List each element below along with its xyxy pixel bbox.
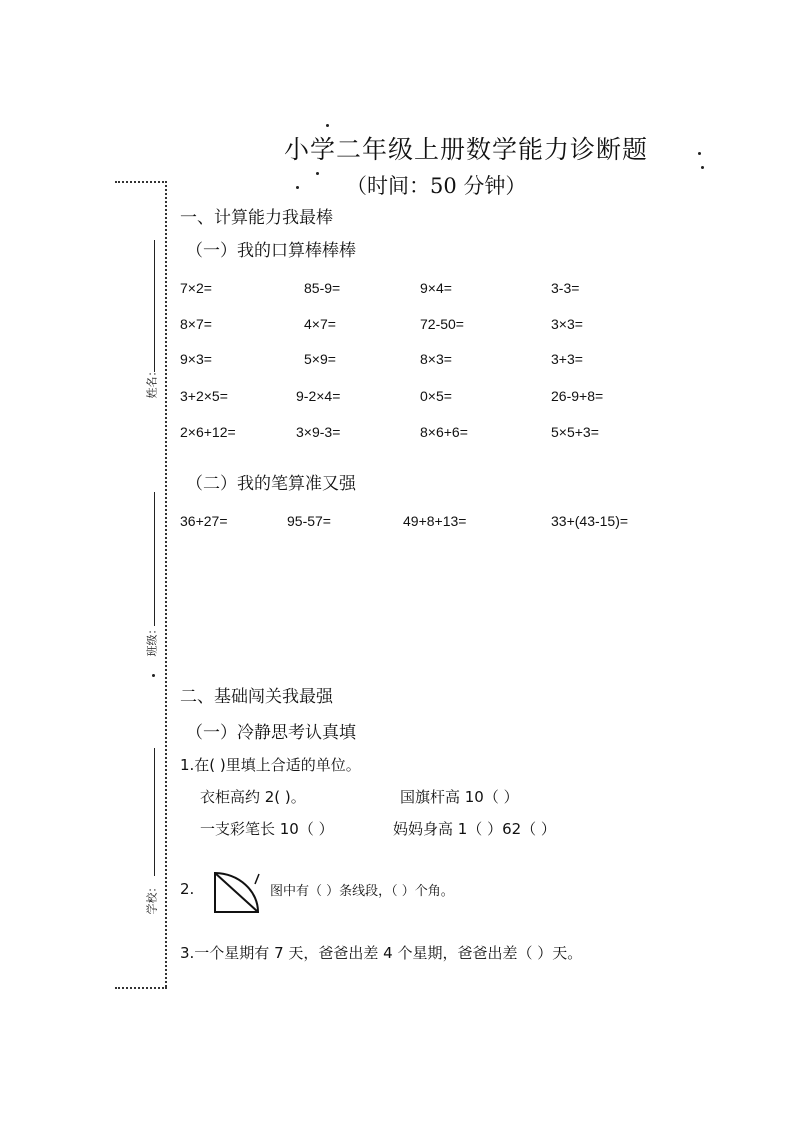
equation: 3-3= (551, 280, 580, 296)
equation: 5×5+3= (551, 424, 599, 440)
equation: 3×3= (551, 316, 583, 332)
name-line (154, 240, 155, 372)
section2-part1-heading: （一）冷静思考认真填 (186, 723, 356, 743)
equation: 8×7= (180, 316, 212, 332)
equation: 9×4= (420, 280, 452, 296)
question-1-item: 一支彩笔长 10（ ） (200, 820, 334, 838)
question-1-item: 国旗杆高 10（ ） (400, 788, 519, 806)
question-1-item: 妈妈身高 1（ ）62（ ） (393, 820, 556, 838)
equation: 9×3= (180, 351, 212, 367)
school-label: 学校： (145, 881, 159, 915)
scan-speck (316, 172, 319, 175)
equation: 0×5= (420, 388, 452, 404)
school-line (154, 748, 155, 876)
question-3: 3.一个星期有 7 天，爸爸出差 4 个星期，爸爸出差（ ）天。 (180, 944, 583, 962)
section1-part2-heading: （二）我的笔算准又强 (186, 474, 356, 494)
equation: 2×6+12= (180, 424, 236, 440)
equation: 8×3= (420, 351, 452, 367)
equation: 8×6+6= (420, 424, 468, 440)
written-calculation: 36+27= (180, 513, 228, 529)
equation: 4×7= (304, 316, 336, 332)
sector-figure (212, 870, 264, 916)
equation: 85-9= (304, 280, 341, 296)
equation: 26-9+8= (551, 388, 604, 404)
section1-part1-heading: （一）我的口算棒棒棒 (186, 241, 356, 261)
question-2: 图中有（ ）条线段，（ ）个角。 (270, 884, 454, 899)
name-label: 姓名： (145, 365, 159, 399)
class-line (154, 492, 155, 626)
equation: 5×9= (304, 351, 336, 367)
equation: 3+3= (551, 351, 583, 367)
question-1: 1.在( )里填上合适的单位。 (180, 756, 361, 774)
binding-margin-top (115, 181, 167, 183)
equation: 3×9-3= (296, 424, 341, 440)
scan-speck (152, 674, 155, 677)
question-2-number: 2. (180, 880, 195, 898)
scan-speck (698, 152, 701, 155)
page-title: 小学二年级上册数学能力诊断题 (284, 135, 649, 164)
equation: 7×2= (180, 280, 212, 296)
section1-heading: 一、计算能力我最棒 (180, 208, 333, 228)
scan-speck (296, 186, 299, 189)
binding-margin-line (165, 181, 167, 987)
class-label: 班级： (145, 623, 159, 657)
question-1-item: 衣柜高约 2( )。 (200, 788, 306, 806)
binding-margin-bottom (115, 987, 167, 989)
equation: 72-50= (420, 316, 464, 332)
scan-speck (326, 124, 329, 127)
written-calculation: 33+(43-15)= (551, 513, 629, 529)
equation: 3+2×5= (180, 388, 228, 404)
written-calculation: 95-57= (287, 513, 331, 529)
section2-heading: 二、基础闯关我最强 (180, 687, 333, 707)
written-calculation: 49+8+13= (403, 513, 467, 529)
page-subtitle: （时间：50 分钟） (346, 174, 527, 198)
equation: 9-2×4= (296, 388, 341, 404)
scan-speck (701, 166, 704, 169)
